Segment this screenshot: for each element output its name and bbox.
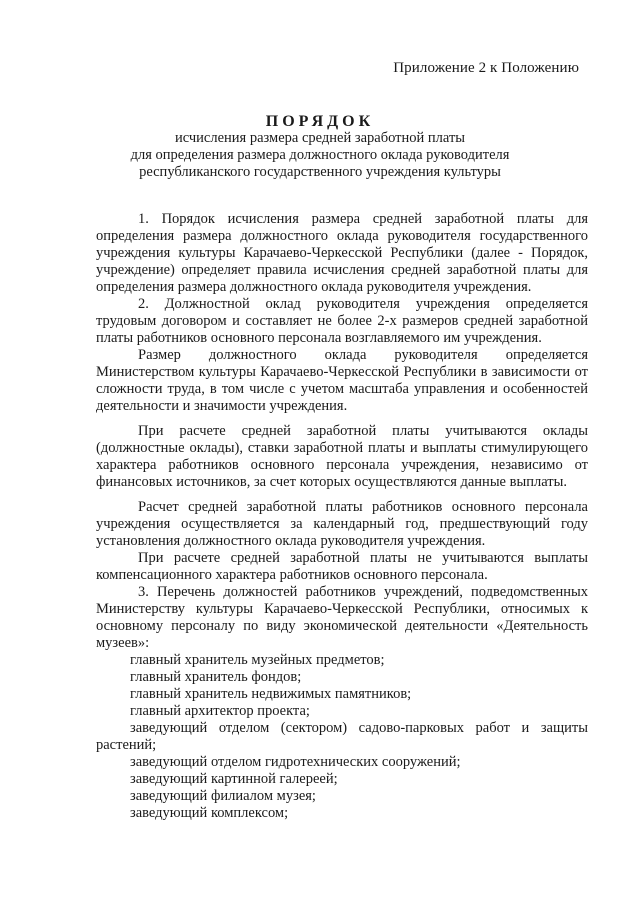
positions-list [96,652,588,822]
list-item: заведующий филиалом музея; [130,788,316,804]
paragraph-3: Размер должностного оклада руководителя определяется Министерством культуры Карачаево-Черкесской Республики в зависимости от сложности труда, в том числе с учетом масштаба управления и особенностей деятельности и значимости учреждения. [96,347,588,414]
list-item: заведующий отделом гидротехнических сооружений; [130,754,461,770]
list-item: заведующий комплексом; [130,805,289,821]
subtitle-line: для определения размера должностного оклада руководителя [130,147,510,163]
list-item: главный хранитель музейных предметов; [130,652,385,668]
paragraph-4: При расчете средней заработной платы учитываются оклады (должностные оклады), ставки заработной платы и выплаты стимулирующего характера работников основного персонала учреждения, независимо от финансовых источников, за счет которых осуществляются данные выплаты. [96,423,588,490]
appendix-reference: Приложение 2 к Положению [393,60,579,76]
list-item: главный архитектор проекта; [130,703,310,719]
paragraph-1: 1. Порядок исчисления размера средней заработной платы для определения размера должностного оклада руководителя государственного учреждения культуры Карачаево-Черкесской Республики (далее - Порядок, учреждение) определяет правила исчисления средней заработной платы для определения размера должностного оклада руководителя учреждения. [96,211,588,295]
paragraph-5: Расчет средней заработной платы работников основного персонала учреждения осуществляется за календарный год, предшествующий году установления должностного оклада руководителя учреждения. [96,499,588,549]
list-item: заведующий картинной галереей; [130,771,338,787]
document-body [96,211,588,822]
list-item: заведующий отделом (сектором) садово-парковых работ и защиты растений; [96,720,588,753]
subtitle-line: исчисления размера средней заработной платы [174,130,466,146]
paragraph-7: 3. Перечень должностей работников учреждений, подведомственных Министерству культуры Карачаево-Черкесской Республики, относимых к основному персоналу по виду экономической деятельности «Деятельность музеев»: [96,584,588,651]
subtitle-line: республиканского государственного учреждения культуры [139,164,501,180]
list-item: главный хранитель недвижимых памятников; [130,686,412,702]
paragraph-2: 2. Должностной оклад руководителя учреждения определяется трудовым договором и составляет не более 2-х размеров средней заработной платы работников основного персонала возглавляемого им учреждения. [96,296,588,346]
document-subtitle [0,130,640,181]
document-title: ПОРЯДОК [265,113,375,130]
paragraph-6: При расчете средней заработной платы не учитываются выплаты компенсационного характера работников основного персонала. [96,550,588,583]
list-item: главный хранитель фондов; [130,669,302,685]
